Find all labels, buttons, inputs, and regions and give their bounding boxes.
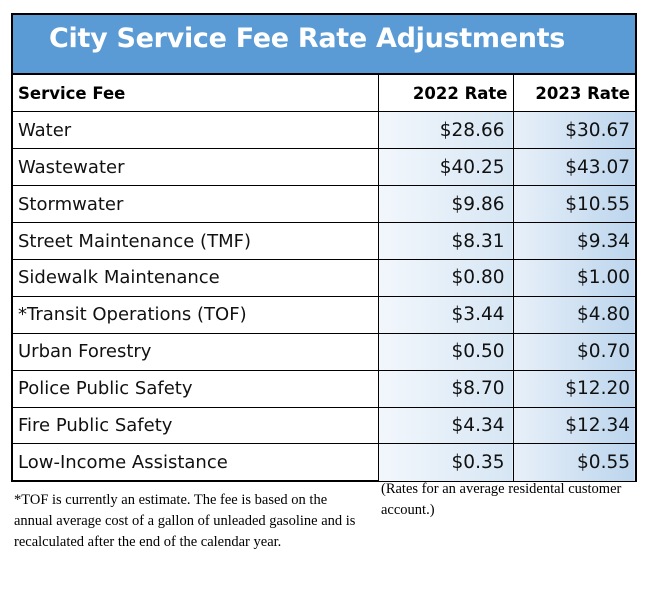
service-fee-cell: Police Public Safety [13, 370, 378, 407]
rate-2023-cell: $30.67 [513, 112, 635, 149]
rate-2023-cell: $0.70 [513, 333, 635, 370]
header-2023-rate: 2023 Rate [513, 75, 635, 112]
rate-2023-cell: $1.00 [513, 259, 635, 296]
tof-footnote: *TOF is currently an estimate. The fee is based on the annual average cost of a gallon of unleaded gasoline and is recalculated after the end of the calendar year. [14, 492, 356, 550]
service-fee-cell: Urban Forestry [13, 333, 378, 370]
rate-note: (Rates for an average residental customer account.) [381, 481, 622, 518]
rate-2023-cell: $12.34 [513, 407, 635, 444]
service-fee-cell: Low-Income Assistance [13, 444, 378, 481]
header-2022-rate: 2022 Rate [378, 75, 513, 112]
rate-2022-cell: $0.80 [378, 259, 513, 296]
table-row [13, 296, 635, 333]
header-row [13, 75, 635, 112]
service-fee-cell: Sidewalk Maintenance [13, 259, 378, 296]
table-title: City Service Fee Rate Adjustments [49, 23, 566, 54]
rate-2023-cell: $43.07 [513, 149, 635, 186]
fee-table-frame [11, 13, 637, 482]
table-row [13, 407, 635, 444]
service-fee-cell: Stormwater [13, 186, 378, 223]
rate-2022-cell: $8.31 [378, 223, 513, 260]
table-row [13, 370, 635, 407]
rate-2023-cell: $10.55 [513, 186, 635, 223]
rate-2022-cell: $3.44 [378, 296, 513, 333]
rate-2022-cell: $0.50 [378, 333, 513, 370]
rate-2022-cell: $8.70 [378, 370, 513, 407]
rate-2022-cell: $4.34 [378, 407, 513, 444]
table-row [13, 333, 635, 370]
table-row [13, 149, 635, 186]
rate-2022-cell: $9.86 [378, 186, 513, 223]
rate-2023-cell: $0.55 [513, 444, 635, 481]
table-row [13, 223, 635, 260]
rate-2022-cell: $0.35 [378, 444, 513, 481]
service-fee-cell: Water [13, 112, 378, 149]
rate-2023-cell: $12.20 [513, 370, 635, 407]
rate-2022-cell: $28.66 [378, 112, 513, 149]
table-body [13, 112, 635, 481]
rate-2023-cell: $9.34 [513, 223, 635, 260]
table-row [13, 186, 635, 223]
table-row [13, 259, 635, 296]
service-fee-cell: Wastewater [13, 149, 378, 186]
service-fee-cell: Fire Public Safety [13, 407, 378, 444]
service-fee-cell: *Transit Operations (TOF) [13, 296, 378, 333]
table-row [13, 444, 635, 481]
service-fee-cell: Street Maintenance (TMF) [13, 223, 378, 260]
rate-2022-cell: $40.25 [378, 149, 513, 186]
fee-table [13, 75, 635, 481]
header-service-fee: Service Fee [13, 75, 378, 112]
rate-2023-cell: $4.80 [513, 296, 635, 333]
title-bar [13, 15, 635, 75]
table-row [13, 112, 635, 149]
